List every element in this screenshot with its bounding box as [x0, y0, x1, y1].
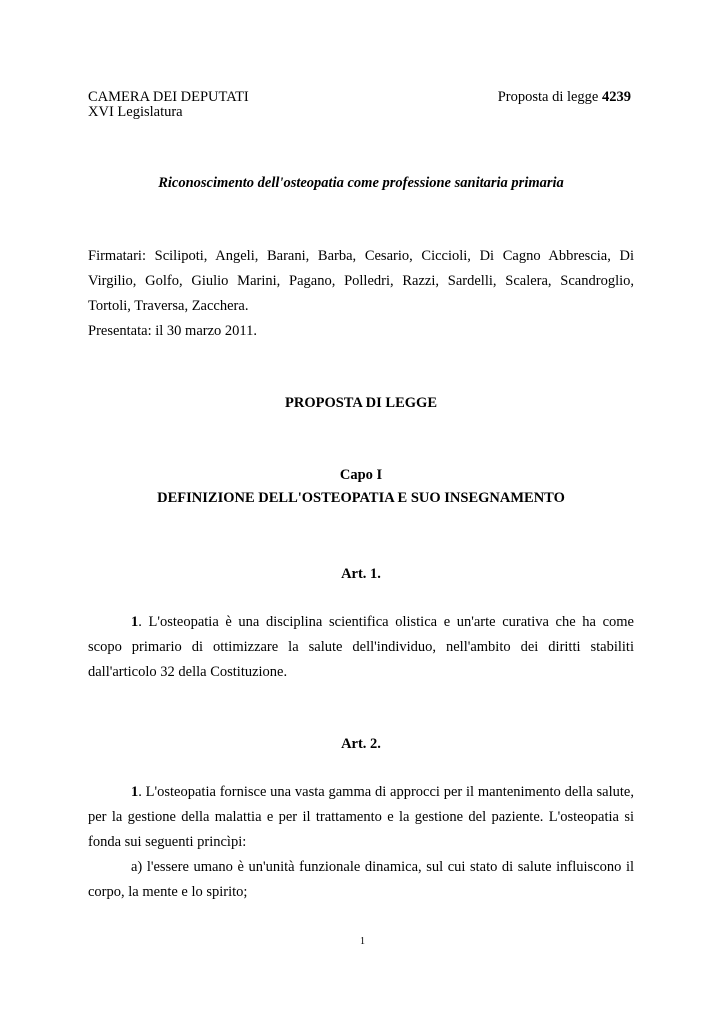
presented-date: Presentata: il 30 marzo 2011.	[88, 323, 257, 339]
chapter-label: Capo I	[339, 467, 383, 483]
article-1-body	[88, 610, 634, 685]
chapter-title: DEFINIZIONE DELL'OSTEOPATIA E SUO INSEGNAMENTO	[157, 490, 565, 506]
legislature: XVI Legislatura	[88, 104, 183, 120]
article-2-body	[88, 780, 634, 905]
paragraph-text: . L'osteopatia fornisce una vasta gamma di approcci per il mantenimento della salute, per la gestione della malattia e per il trattamento e la gestione del paziente. L'osteopatia si fonda sui seguenti princìpi:	[88, 784, 634, 850]
page-number: 1	[360, 936, 365, 947]
paragraph-number: 1	[131, 614, 139, 630]
signatories: Firmatari: Scilipoti, Angeli, Barani, Barba, Cesario, Ciccioli, Di Cagno Abbrescia, Di Virgilio, Golfo, Giulio Marini, Pagano, Polledri, Razzi, Sardelli, Scalera, Scandroglio, Tortoli, Traversa, Zacchera.	[88, 248, 634, 314]
proposal-number: 4239	[602, 89, 631, 105]
article-2-item-a: a) l'essere umano è un'unità funzionale dinamica, sul cui stato di salute influiscono il corpo, la mente e lo spirito;	[88, 859, 634, 900]
article-2-heading: Art. 2.	[341, 736, 381, 752]
article-1-heading: Art. 1.	[341, 566, 381, 582]
document-title: Riconoscimento dell'osteopatia come professione sanitaria primaria	[158, 175, 564, 191]
proposal-reference	[498, 86, 631, 108]
article-1-paragraph	[88, 610, 634, 685]
paragraph-text: . L'osteopatia è una disciplina scientifica olistica e un'arte curativa che ha come scopo primario di ottimizzare la salute dell'individuo, nell'ambito dei diritti stabiliti dall'articolo 32 della Costituzione.	[88, 614, 634, 680]
paragraph-number: 1	[131, 784, 139, 800]
chamber-name: CAMERA DEI DEPUTATI	[88, 89, 249, 105]
proposal-heading: PROPOSTA DI LEGGE	[284, 395, 437, 411]
signatories-block	[88, 244, 634, 344]
proposal-label: Proposta di legge	[497, 89, 599, 105]
article-2-paragraph	[88, 780, 634, 855]
